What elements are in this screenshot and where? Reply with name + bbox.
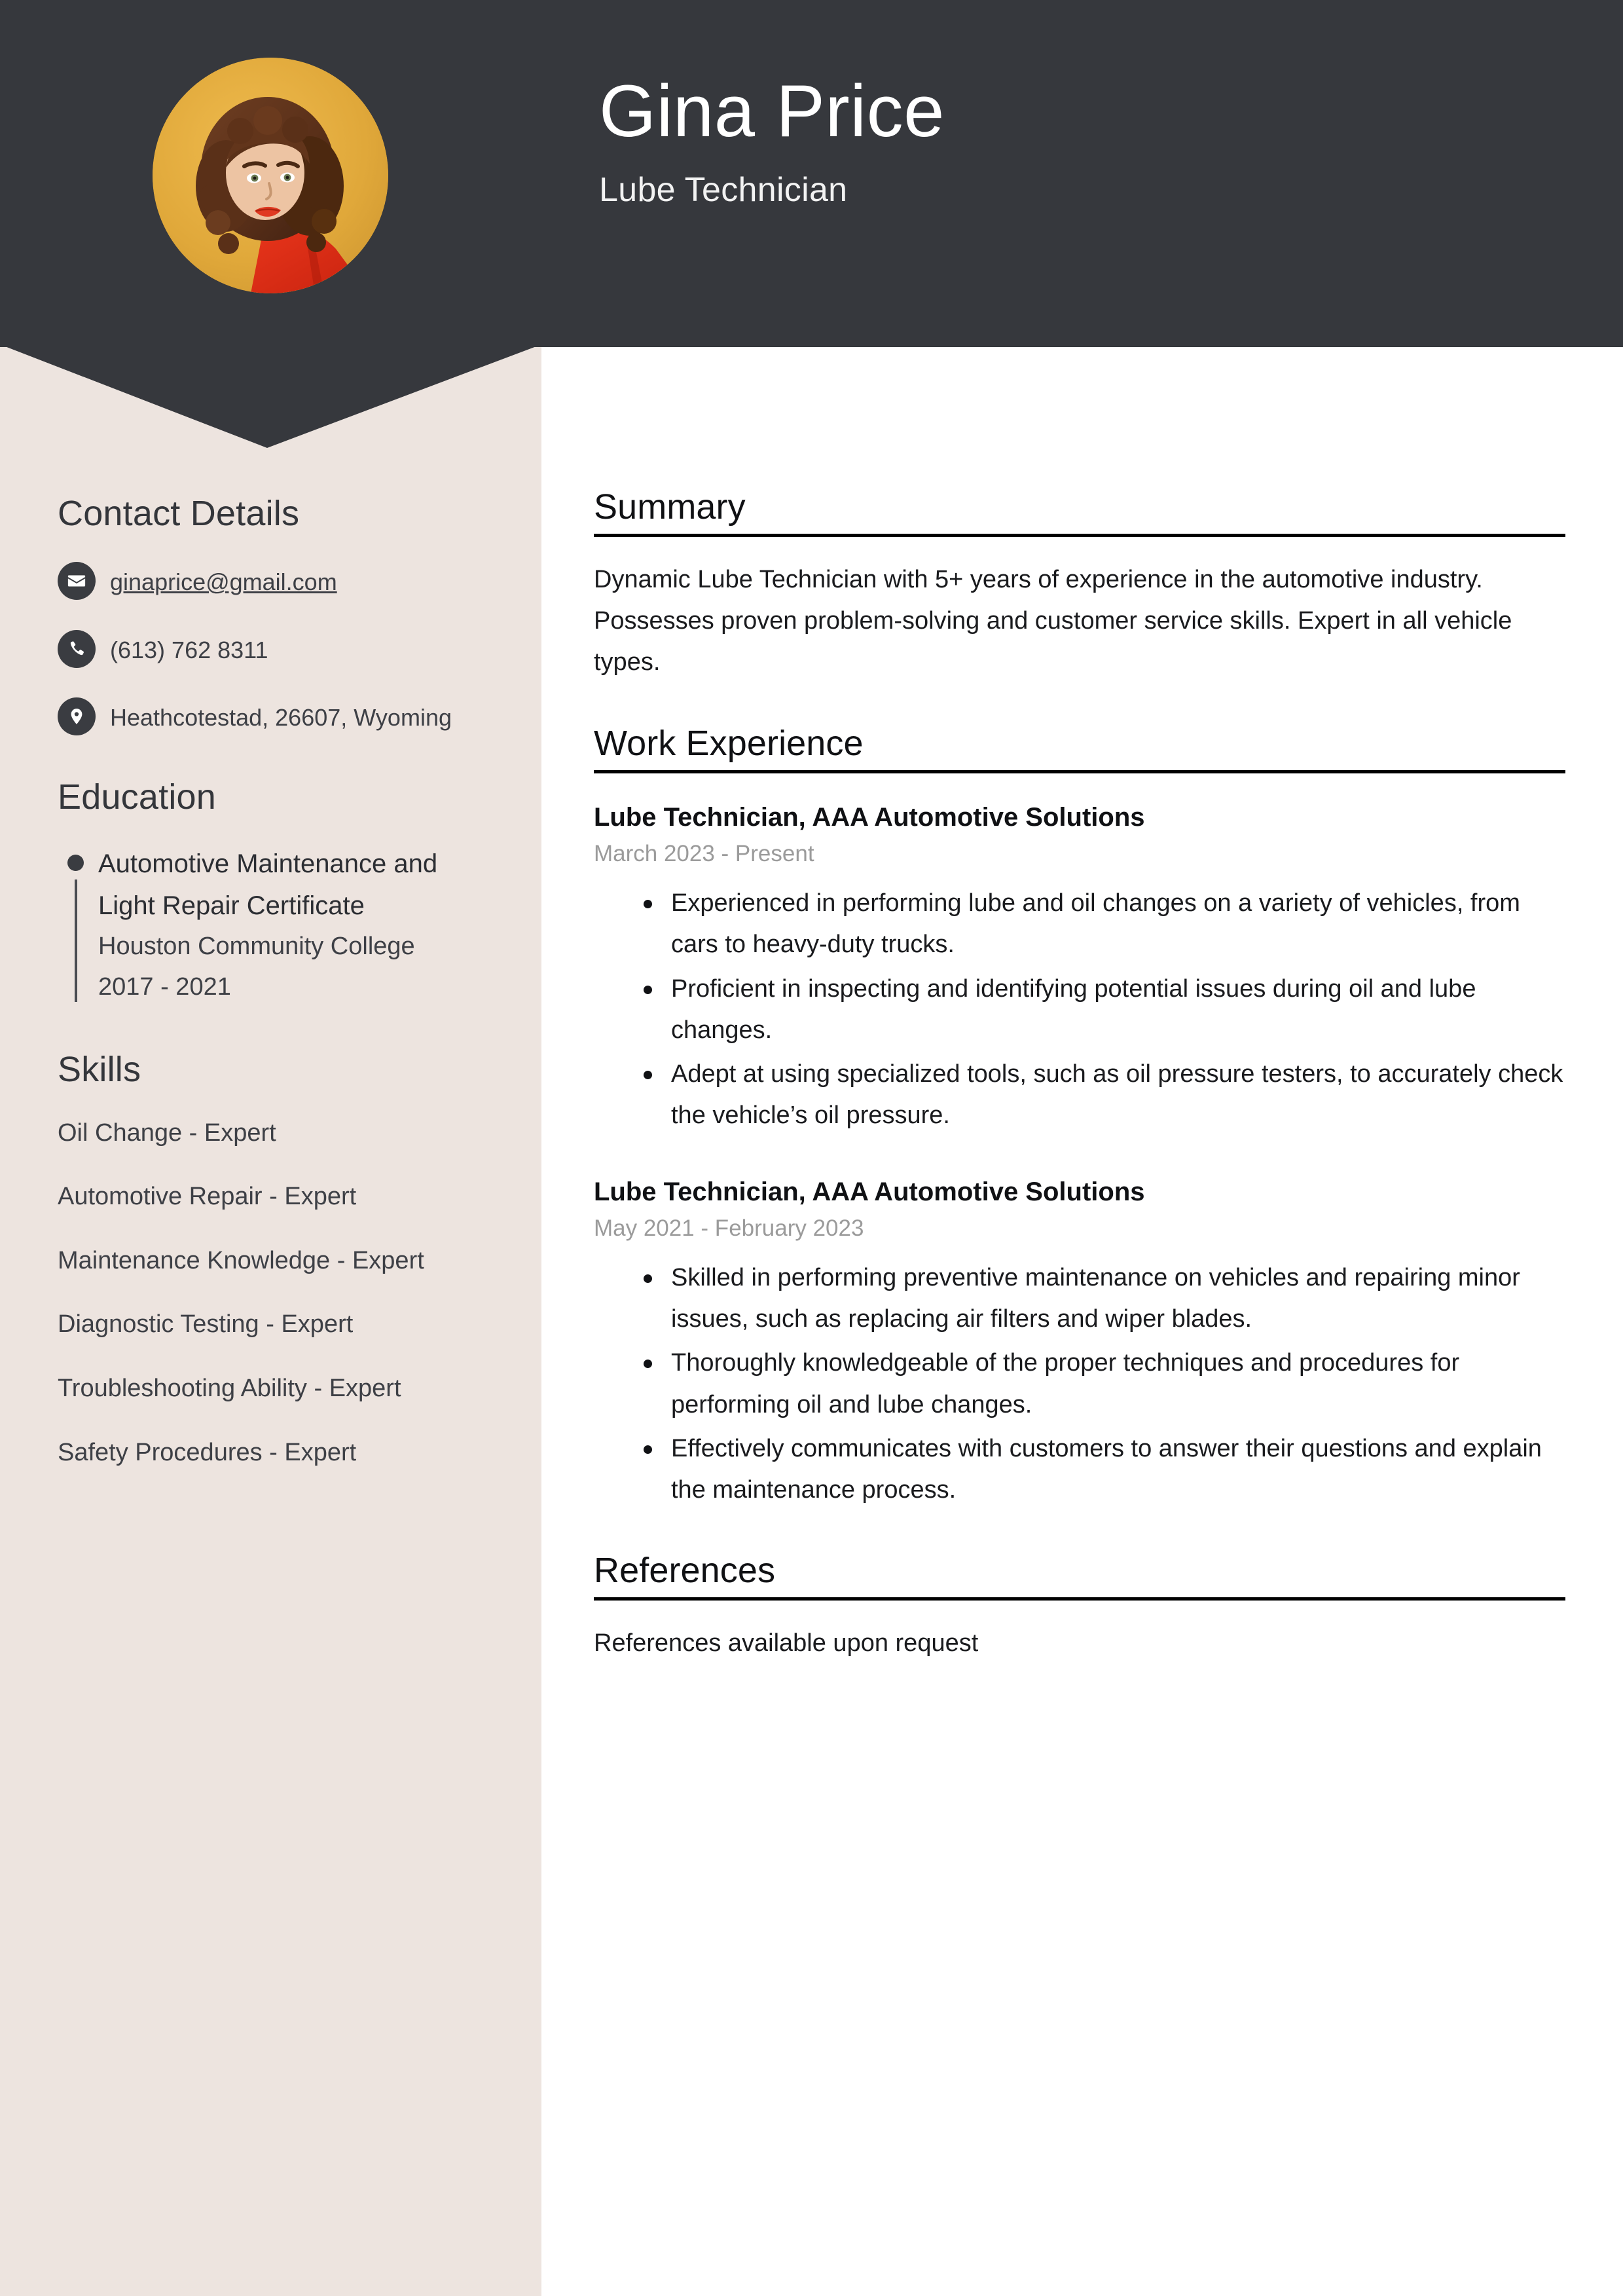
summary-section [594, 488, 1567, 684]
job-entry [594, 1174, 1567, 1511]
skills-heading: Skills [58, 1050, 141, 1090]
section-divider [594, 534, 1565, 537]
job-bullet: Skilled in performing preventive maintenance on vehicles and repairing minor issues, such as replacing air filters and wiper blades. [671, 1257, 1567, 1340]
job-dates: May 2021 - February 2023 [594, 1215, 864, 1241]
contact-details-section [58, 494, 490, 737]
education-section [58, 778, 490, 1007]
skill-item: Automotive Repair - Expert [58, 1183, 357, 1211]
references-section [594, 1551, 1567, 1664]
sidebar [58, 494, 490, 1473]
education-item [58, 843, 490, 1007]
job-bullet-list [594, 1257, 1567, 1510]
job-bullet: Experienced in performing lube and oil changes on a variety of vehicles, from cars to heavy-duty trucks. [671, 883, 1567, 965]
avatar-portrait-illustration [153, 58, 388, 293]
work-experience-heading: Work Experience [594, 723, 864, 763]
references-text: References available upon request [594, 1629, 979, 1657]
skill-item: Safety Procedures - Expert [58, 1438, 357, 1466]
job-entry [594, 800, 1567, 1136]
skill-item: Troubleshooting Ability - Expert [58, 1375, 401, 1403]
education-heading: Education [58, 777, 216, 817]
skill-item: Oil Change - Expert [58, 1119, 276, 1147]
contact-phone-value[interactable]: (613) 762 8311 [110, 636, 268, 663]
work-experience-section [594, 724, 1567, 1511]
education-degree: Automotive Maintenance and Light Repair Certificate [98, 849, 438, 921]
education-school: Houston Community College [98, 933, 415, 961]
job-bullet-list [594, 883, 1567, 1136]
phone-icon [58, 630, 96, 668]
summary-text: Dynamic Lube Technician with 5+ years of experience in the automotive industry. Possesses proven problem-solving and customer service skills. Expert in all vehicle types. [594, 566, 1512, 676]
avatar [153, 58, 388, 293]
section-divider [594, 770, 1565, 773]
candidate-name: Gina Price [599, 70, 945, 152]
job-title: Lube Technician, AAA Automotive Solutions [594, 1177, 1145, 1206]
contact-item-address[interactable] [58, 696, 490, 737]
summary-heading: Summary [594, 487, 746, 527]
main-column [594, 488, 1567, 1671]
skill-item: Diagnostic Testing - Expert [58, 1310, 354, 1339]
skills-section [58, 1050, 490, 1473]
location-pin-icon [58, 697, 96, 735]
contact-item-email[interactable] [58, 561, 490, 602]
contact-email-value[interactable]: ginaprice@gmail.com [110, 568, 337, 596]
contact-list [58, 561, 490, 737]
timeline-line [75, 880, 77, 1002]
job-bullet: Thoroughly knowledgeable of the proper techniques and procedures for performing oil and lube changes. [671, 1342, 1567, 1425]
references-heading: References [594, 1550, 776, 1590]
candidate-job-title: Lube Technician [599, 170, 848, 209]
job-bullet: Adept at using specialized tools, such as oil pressure testers, to accurately check the vehicle’s oil pressure. [671, 1054, 1567, 1136]
job-bullet: Proficient in inspecting and identifying potential issues during oil and lube changes. [671, 969, 1567, 1051]
contact-item-phone[interactable] [58, 629, 490, 670]
job-bullet: Effectively communicates with customers to answer their questions and explain the maintenance process. [671, 1428, 1567, 1511]
timeline-dot-icon [67, 855, 84, 871]
contact-address-value[interactable]: Heathcotestad, 26607, Wyoming [110, 703, 452, 731]
job-title: Lube Technician, AAA Automotive Solutions [594, 802, 1145, 832]
envelope-icon [58, 562, 96, 600]
contact-details-heading: Contact Details [58, 494, 300, 533]
skill-item: Maintenance Knowledge - Expert [58, 1246, 424, 1274]
header-text-block [599, 72, 1516, 210]
job-dates: March 2023 - Present [594, 840, 814, 866]
section-divider [594, 1597, 1565, 1601]
education-dates: 2017 - 2021 [98, 972, 231, 1001]
